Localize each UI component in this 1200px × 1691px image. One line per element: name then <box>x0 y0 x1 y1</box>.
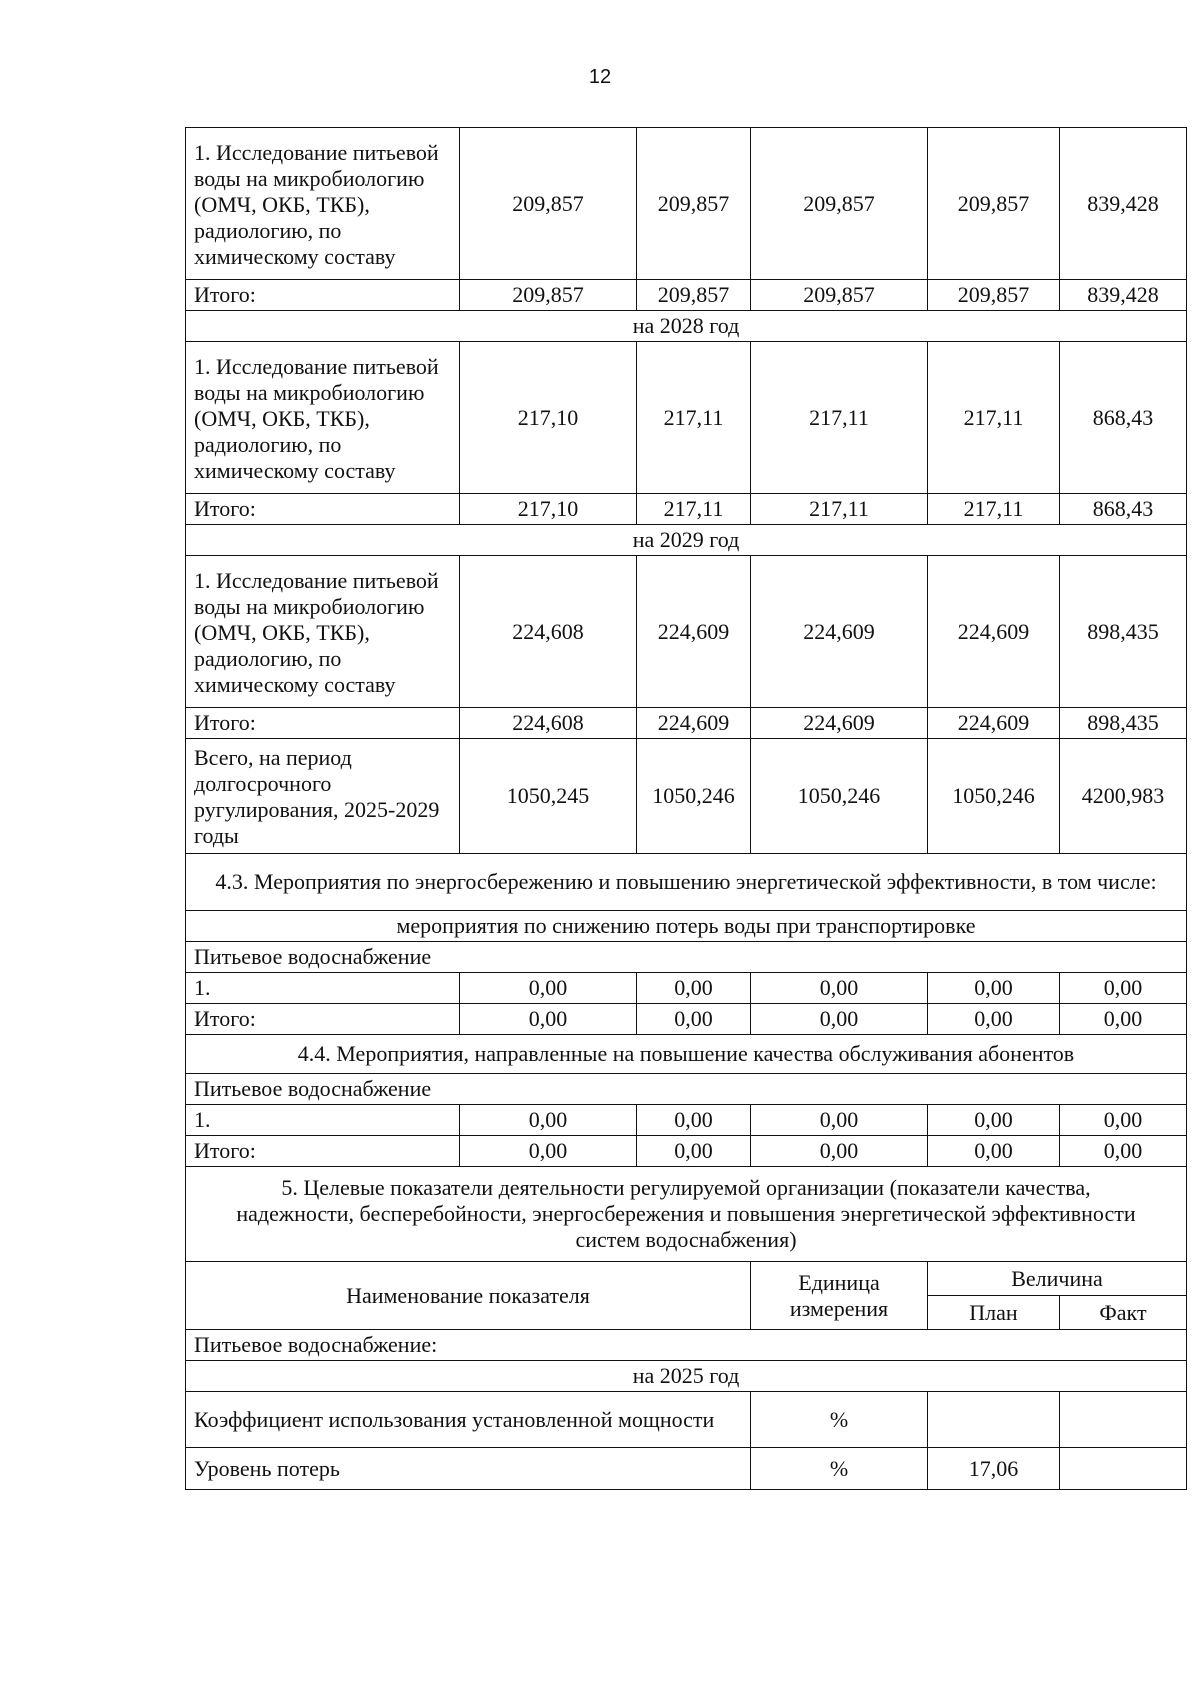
indicator-plan <box>928 1392 1060 1448</box>
section-title: 5. Целевые показатели деятельности регулируемой организации (показатели качества, надежности, бесперебойности, энергосбережения и повышения энергетической эффективности систем водоснабжения) <box>186 1167 1187 1262</box>
value-cell: 0,00 <box>637 1004 751 1035</box>
total-row <box>186 494 1187 525</box>
indicator-row <box>186 1392 1187 1448</box>
value-cell: 0,00 <box>751 973 928 1004</box>
value-cell: 868,43 <box>1060 342 1187 494</box>
value-cell: 224,609 <box>928 708 1060 739</box>
unit-header: Единица измерения <box>751 1262 928 1330</box>
value-cell: 217,11 <box>928 494 1060 525</box>
value-cell: 209,857 <box>460 280 637 311</box>
value-cell: 0,00 <box>751 1105 928 1136</box>
plan-header: План <box>928 1296 1060 1330</box>
value-cell: 898,435 <box>1060 708 1187 739</box>
value-cell: 839,428 <box>1060 280 1187 311</box>
row-label: 1. <box>186 1105 460 1136</box>
indicator-row <box>186 1448 1187 1490</box>
value-cell: 898,435 <box>1060 556 1187 708</box>
table-row <box>186 1105 1187 1136</box>
indicator-plan: 17,06 <box>928 1448 1060 1490</box>
value-cell: 217,11 <box>637 494 751 525</box>
indicator-fact <box>1060 1448 1187 1490</box>
indicator-unit: % <box>751 1448 928 1490</box>
indicator-unit: % <box>751 1392 928 1448</box>
value-cell: 0,00 <box>460 1004 637 1035</box>
value-cell: 209,857 <box>637 280 751 311</box>
group-label: Питьевое водоснабжение <box>186 1074 1187 1105</box>
value-cell: 0,00 <box>460 973 637 1004</box>
item-label: 1. Исследование питьевой воды на микробиологию (ОМЧ, ОКБ, ТКБ), радиологию, по химическому составу <box>186 342 460 494</box>
total-label: Итого: <box>186 708 460 739</box>
total-row <box>186 708 1187 739</box>
value-cell: 209,857 <box>751 280 928 311</box>
year-header-row <box>186 1361 1187 1392</box>
investment-program-table <box>185 127 1187 1490</box>
table-row <box>186 128 1187 280</box>
value-cell: 224,608 <box>460 556 637 708</box>
group-label: Питьевое водоснабжение <box>186 942 1187 973</box>
item-label: 1. Исследование питьевой воды на микробиологию (ОМЧ, ОКБ, ТКБ), радиологию, по химическому составу <box>186 128 460 280</box>
section-header-row <box>186 1167 1187 1262</box>
value-cell: 0,00 <box>1060 973 1187 1004</box>
value-cell: 0,00 <box>751 1004 928 1035</box>
value-cell: 217,10 <box>460 494 637 525</box>
section-header-row <box>186 854 1187 911</box>
value-cell: 217,11 <box>637 342 751 494</box>
total-label: Итого: <box>186 1136 460 1167</box>
value-cell: 1050,246 <box>751 739 928 854</box>
value-cell: 0,00 <box>928 1136 1060 1167</box>
year-header: на 2025 год <box>186 1361 1187 1392</box>
value-cell: 0,00 <box>1060 1105 1187 1136</box>
value-cell: 217,11 <box>928 342 1060 494</box>
indicator-fact <box>1060 1392 1187 1448</box>
value-cell: 0,00 <box>928 1105 1060 1136</box>
total-row <box>186 280 1187 311</box>
value-cell: 209,857 <box>751 128 928 280</box>
total-label: Итого: <box>186 280 460 311</box>
value-cell: 224,608 <box>460 708 637 739</box>
section-title: 4.4. Мероприятия, направленные на повышение качества обслуживания абонентов <box>186 1035 1187 1074</box>
group-label: Питьевое водоснабжение: <box>186 1330 1187 1361</box>
total-label: Итого: <box>186 1004 460 1035</box>
value-cell: 868,43 <box>1060 494 1187 525</box>
value-cell: 1050,246 <box>928 739 1060 854</box>
table-row <box>186 973 1187 1004</box>
value-cell: 217,11 <box>751 342 928 494</box>
group-row <box>186 942 1187 973</box>
total-row <box>186 1004 1187 1035</box>
year-header: на 2029 год <box>186 525 1187 556</box>
value-header: Величина <box>928 1262 1187 1296</box>
group-row <box>186 1330 1187 1361</box>
value-cell: 0,00 <box>751 1136 928 1167</box>
indicator-header-row <box>186 1262 1187 1296</box>
item-label: 1. Исследование питьевой воды на микробиологию (ОМЧ, ОКБ, ТКБ), радиологию, по химическому составу <box>186 556 460 708</box>
value-cell: 209,857 <box>637 128 751 280</box>
value-cell: 0,00 <box>1060 1004 1187 1035</box>
row-label: 1. <box>186 973 460 1004</box>
section-header-row <box>186 1035 1187 1074</box>
value-cell: 1050,245 <box>460 739 637 854</box>
value-cell: 839,428 <box>1060 128 1187 280</box>
value-cell: 0,00 <box>460 1105 637 1136</box>
table-row <box>186 342 1187 494</box>
indicator-name: Уровень потерь <box>186 1448 751 1490</box>
value-cell: 1050,246 <box>637 739 751 854</box>
year-header-row <box>186 311 1187 342</box>
grand-total-row <box>186 739 1187 854</box>
value-cell: 0,00 <box>928 973 1060 1004</box>
value-cell: 0,00 <box>637 1136 751 1167</box>
subsection-row <box>186 911 1187 942</box>
value-cell: 224,609 <box>637 556 751 708</box>
indicator-name-header: Наименование показателя <box>186 1262 751 1330</box>
subsection-title: мероприятия по снижению потерь воды при транспортировке <box>186 911 1187 942</box>
indicator-name: Коэффициент использования установленной мощности <box>186 1392 751 1448</box>
section-title: 4.3. Мероприятия по энергосбережению и повышению энергетической эффективности, в том числе: <box>186 854 1187 911</box>
value-cell: 209,857 <box>928 280 1060 311</box>
fact-header: Факт <box>1060 1296 1187 1330</box>
table-row <box>186 556 1187 708</box>
value-cell: 224,609 <box>637 708 751 739</box>
value-cell: 0,00 <box>1060 1136 1187 1167</box>
grand-total-label: Всего, на период долгосрочного ругулирования, 2025-2029 годы <box>186 739 460 854</box>
value-cell: 224,609 <box>751 708 928 739</box>
value-cell: 224,609 <box>751 556 928 708</box>
value-cell: 224,609 <box>928 556 1060 708</box>
value-cell: 217,11 <box>751 494 928 525</box>
year-header-row <box>186 525 1187 556</box>
total-row <box>186 1136 1187 1167</box>
value-cell: 0,00 <box>637 1105 751 1136</box>
value-cell: 217,10 <box>460 342 637 494</box>
year-header: на 2028 год <box>186 311 1187 342</box>
value-cell: 4200,983 <box>1060 739 1187 854</box>
value-cell: 0,00 <box>460 1136 637 1167</box>
value-cell: 0,00 <box>637 973 751 1004</box>
value-cell: 209,857 <box>928 128 1060 280</box>
page-number: 12 <box>588 66 612 88</box>
group-row <box>186 1074 1187 1105</box>
total-label: Итого: <box>186 494 460 525</box>
value-cell: 0,00 <box>928 1004 1060 1035</box>
value-cell: 209,857 <box>460 128 637 280</box>
